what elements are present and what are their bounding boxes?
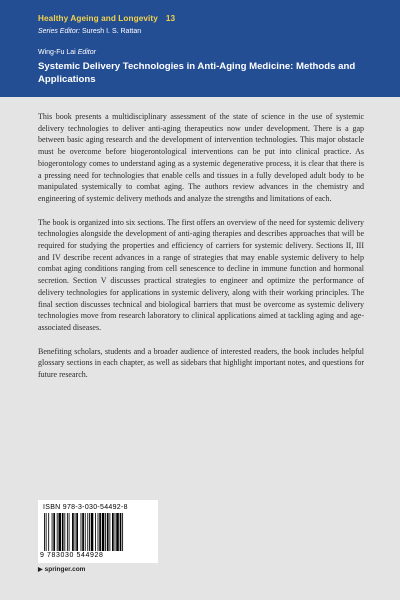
- barcode-bar: [57, 513, 58, 551]
- series-editor-name: Suresh I. S. Rattan: [81, 28, 142, 35]
- header-band: [0, 0, 400, 97]
- barcode-bar: [67, 513, 68, 551]
- barcode-digits: 9 783030 544928: [40, 552, 104, 559]
- barcode-bar: [75, 513, 76, 551]
- barcode-bar: [122, 513, 123, 551]
- series-heading: [38, 14, 175, 23]
- blurb-paragraph: Benefiting scholars, students and a broader audience of interested readers, the book includes helpful glossary sections in each chapter, as well as sidebars that highlight important notes, and questions for future research.: [38, 346, 364, 380]
- barcode-bar: [58, 513, 61, 551]
- barcode-bar: [89, 513, 90, 551]
- barcode-bars: [44, 513, 152, 551]
- series-number: 13: [165, 14, 176, 23]
- barcode-bar: [76, 513, 78, 551]
- barcode-bar: [107, 513, 109, 551]
- barcode-bar: [72, 513, 74, 551]
- barcode-bar: [109, 513, 110, 551]
- barcode-bar: [98, 513, 99, 551]
- series-editor-line: [38, 28, 141, 35]
- blurb: [38, 111, 364, 393]
- barcode-bar: [91, 513, 94, 551]
- book-editor-label: Editor: [77, 49, 96, 56]
- barcode-bar: [105, 513, 106, 551]
- isbn-label: ISBN 978-3-030-54492-8: [43, 504, 128, 511]
- barcode-bar: [69, 513, 70, 551]
- barcode-bar: [99, 513, 101, 551]
- barcode-bar: [116, 513, 119, 551]
- barcode-bar: [87, 513, 88, 551]
- barcode: [38, 500, 158, 563]
- blurb-paragraph: This book presents a multidisciplinary assessment of the state of science in the use of systemic delivery technologies to deliver anti-aging therapeutics now under development. There is a gap between basic aging research and the development of intervention technologies. This major obstacle must be overcome before biogerontological interventions can be put into clinical practice. As biogerontology comes to understand aging as a systemic degenerative process, it is clear that there is a pressing need for technologies that enable cells and tissues in a fully developed adult body to be manipulated systemically to combat aging. The authors review advances in the chemistry and engineering of systemic delivery methods and analyze the strengths and limitations of each.: [38, 112, 364, 203]
- barcode-bar: [85, 513, 86, 551]
- book-title: Systemic Delivery Technologies in Anti-Aging Medicine: Methods and Applications: [38, 61, 356, 85]
- series-name: Healthy Ageing and Longevity: [38, 14, 158, 23]
- barcode-bar: [64, 513, 65, 551]
- series-editor-label: Series Editor:: [38, 28, 81, 35]
- barcode-bar: [52, 513, 53, 551]
- barcode-bar: [48, 513, 49, 551]
- barcode-bar: [112, 513, 114, 551]
- barcode-bar: [46, 513, 47, 551]
- barcode-bar: [95, 513, 96, 551]
- barcode-bar: [44, 513, 45, 551]
- barcode-bar: [81, 513, 82, 551]
- barcode-bar: [115, 513, 116, 551]
- book-editor-name: Wing-Fu Lai: [38, 49, 76, 56]
- barcode-bar: [120, 513, 122, 551]
- barcode-bar: [62, 513, 64, 551]
- barcode-bar: [53, 513, 55, 551]
- publisher-url: springer.com: [44, 566, 86, 573]
- barcode-bar: [102, 513, 105, 551]
- book-editor-line: [38, 49, 96, 56]
- publisher-link[interactable]: [38, 566, 85, 573]
- barcode-bar: [82, 513, 84, 551]
- triangle-right-icon: ▶: [38, 567, 43, 573]
- blurb-paragraph: The book is organized into six sections. The first offers an overview of the need for systemic delivery technologies alongside the development of anti-aging therapies and describes approaches that will be required for studying the properties and efficiency of carriers for systemic delivery. Sections II, III and IV describe recent advances in a range of strategies that may enable systemic delivery to help combat aging conditions ranging from cell senescence to decline in immune function and hormonal secretion. Section V discusses practical strategies to engineer and optimize the performance of delivery technologies for applications in systemic delivery, along with their working principles. The final section discusses technical and biological barriers that must be overcome as systemic delivery technologies move from research laboratory to clinical applications aimed at tackling aging and age-associated diseases.: [38, 217, 364, 332]
